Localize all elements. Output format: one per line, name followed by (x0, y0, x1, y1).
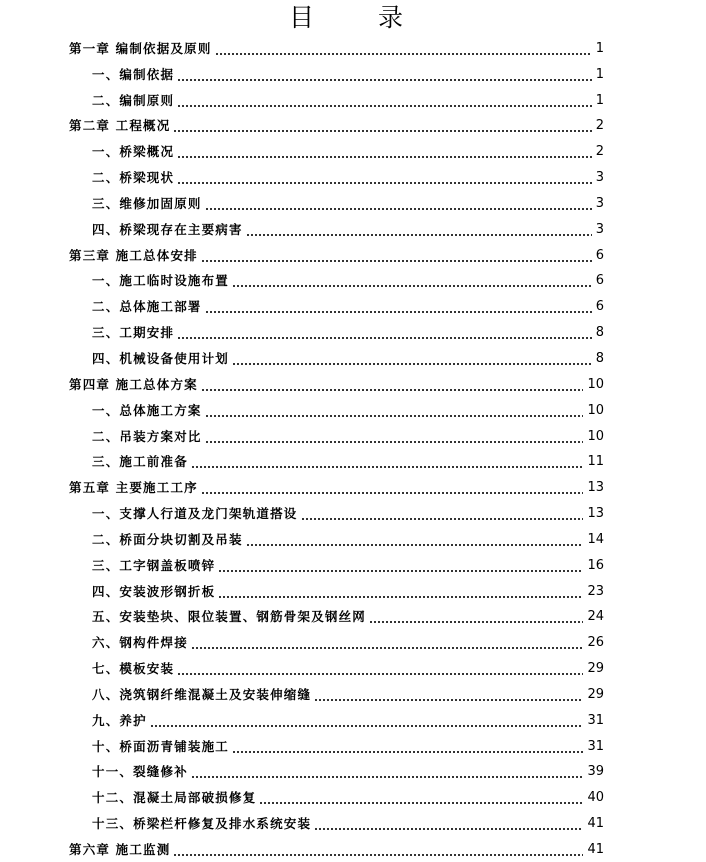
toc-page-number: 23 (587, 583, 604, 599)
toc-entry-label: 十二、混凝土局部破损修复 (92, 790, 257, 806)
toc-entry-label: 一、支撑人行道及龙门架轨道搭设 (92, 506, 298, 522)
toc-entry-label: 八、浇筑钢纤维混凝土及安装伸缩缝 (92, 686, 312, 702)
toc-chapter-entry[interactable] (0, 237, 706, 263)
dot-leader (218, 585, 583, 599)
toc-section-entry[interactable] (0, 263, 706, 289)
toc-section-entry[interactable] (0, 340, 706, 366)
toc-section-entry[interactable] (0, 418, 706, 444)
toc-entry-label: 九、养护 (92, 712, 147, 728)
toc-section-entry[interactable] (0, 521, 706, 547)
toc-page-number: 16 (587, 557, 604, 573)
toc-entry-label: 三、维修加固原则 (92, 195, 202, 211)
toc-section-entry[interactable] (0, 392, 706, 418)
dot-leader (177, 94, 592, 108)
toc-entry-label: 三、工期安排 (92, 325, 175, 341)
toc-chapter-entry[interactable] (0, 366, 706, 392)
dot-leader (232, 352, 592, 366)
toc-page-number: 10 (587, 428, 604, 444)
toc-entry-label: 六、钢构件焊接 (92, 635, 188, 651)
toc-entry-label: 七、模板安装 (92, 661, 175, 677)
toc-page-number: 6 (595, 299, 604, 315)
dot-leader (205, 404, 584, 418)
toc-page-number: 10 (587, 402, 604, 418)
toc-entry-label: 四、机械设备使用计划 (92, 350, 230, 366)
toc-page-number: 26 (587, 635, 604, 651)
toc-entry-label: 十一、裂缝修补 (92, 764, 188, 780)
toc-section-entry[interactable] (0, 495, 706, 521)
toc-page-number: 2 (595, 144, 604, 160)
toc-page-number: 13 (587, 480, 604, 496)
dot-leader (301, 507, 584, 521)
toc-entry-label: 十三、桥梁栏杆修复及排水系统安装 (92, 816, 312, 832)
toc-page-number: 29 (587, 661, 604, 677)
dot-leader (173, 119, 591, 133)
toc-section-entry[interactable] (0, 805, 706, 831)
toc-page-number: 31 (587, 712, 604, 728)
toc-entry-label: 一、编制依据 (92, 66, 175, 82)
toc-entry-label: 一、总体施工方案 (92, 402, 202, 418)
dot-leader (177, 68, 592, 82)
toc-section-entry[interactable] (0, 444, 706, 470)
toc-entry-label: 三、施工前准备 (92, 454, 188, 470)
dot-leader (191, 636, 584, 650)
toc-section-entry[interactable] (0, 573, 706, 599)
toc-section-entry[interactable] (0, 211, 706, 237)
dot-leader (177, 171, 592, 185)
toc-section-entry[interactable] (0, 754, 706, 780)
toc-chapter-entry[interactable] (0, 831, 706, 857)
toc-chapter-entry[interactable] (0, 30, 706, 56)
page-title: 目 录 (289, 3, 431, 32)
dot-leader (173, 843, 583, 857)
dot-leader (205, 430, 584, 444)
toc-entry-label: 三、工字钢盖板喷锌 (92, 557, 216, 573)
dot-leader (201, 249, 592, 263)
toc-section-entry[interactable] (0, 82, 706, 108)
dot-leader (177, 662, 583, 676)
toc-page-number: 39 (587, 764, 604, 780)
toc-entry-label: 第六章 施工监测 (69, 842, 171, 857)
toc-page-number: 40 (587, 790, 604, 806)
toc-entry-label: 四、安装波形钢折板 (92, 583, 216, 599)
toc-page-number: 29 (587, 686, 604, 702)
toc-page-number: 8 (595, 325, 604, 341)
toc-page-number: 14 (587, 531, 604, 547)
toc-entry-label: 二、桥梁现状 (92, 170, 175, 186)
dot-leader (205, 197, 592, 211)
dot-leader (246, 533, 584, 547)
toc-page-number: 3 (595, 170, 604, 186)
dot-leader (232, 274, 592, 288)
toc-section-entry[interactable] (0, 314, 706, 340)
toc-section-entry[interactable] (0, 133, 706, 159)
toc-entry-label: 二、吊装方案对比 (92, 428, 202, 444)
toc-entry-label: 一、桥梁概况 (92, 144, 175, 160)
dot-leader (177, 145, 592, 159)
toc-chapter-entry[interactable] (0, 108, 706, 134)
toc-section-entry[interactable] (0, 728, 706, 754)
toc-page-number: 6 (595, 247, 604, 263)
dot-leader (314, 688, 583, 702)
dot-leader (191, 765, 584, 779)
toc-section-entry[interactable] (0, 56, 706, 82)
toc-page-number: 31 (587, 738, 604, 754)
toc-section-entry[interactable] (0, 599, 706, 625)
toc-entry-label: 二、编制原则 (92, 92, 175, 108)
dot-leader (201, 378, 584, 392)
dot-leader (215, 42, 592, 56)
toc-entry-label: 五、安装垫块、限位装置、钢筋骨架及钢丝网 (92, 609, 367, 625)
toc-page-number: 1 (595, 66, 604, 82)
toc-entry-label: 四、桥梁现存在主要病害 (92, 221, 243, 237)
toc-entry-label: 十、桥面沥青铺装施工 (92, 738, 230, 754)
dot-leader (232, 740, 583, 754)
toc-entry-label: 二、桥面分块切割及吊装 (92, 531, 243, 547)
toc-section-entry[interactable] (0, 676, 706, 702)
dot-leader (369, 610, 583, 624)
toc-section-entry[interactable] (0, 779, 706, 805)
toc-section-entry[interactable] (0, 547, 706, 573)
toc-section-entry[interactable] (0, 702, 706, 728)
toc-page-number: 41 (587, 842, 604, 857)
toc-page-number: 13 (587, 506, 604, 522)
dot-leader (201, 481, 584, 495)
toc-entry-label: 一、施工临时设施布置 (92, 273, 230, 289)
dot-leader (218, 559, 583, 573)
dot-leader (177, 326, 592, 340)
toc-entry-label: 第四章 施工总体方案 (69, 376, 198, 392)
toc-section-entry[interactable] (0, 159, 706, 185)
toc-entry-label: 二、总体施工部署 (92, 299, 202, 315)
dot-leader (205, 300, 592, 314)
toc-section-entry[interactable] (0, 624, 706, 650)
toc-page-number: 11 (587, 454, 604, 470)
toc-entry-label: 第三章 施工总体安排 (69, 247, 198, 263)
toc-entry-label: 第五章 主要施工工序 (69, 480, 198, 496)
toc-page-number: 1 (595, 92, 604, 108)
toc-page-number: 41 (587, 816, 604, 832)
toc-section-entry[interactable] (0, 185, 706, 211)
toc-section-entry[interactable] (0, 288, 706, 314)
toc-page-number: 24 (587, 609, 604, 625)
toc-chapter-entry[interactable] (0, 469, 706, 495)
dot-leader (191, 455, 584, 469)
toc-page-number: 8 (595, 350, 604, 366)
toc-page-number: 10 (587, 376, 604, 392)
toc-entry-label: 第二章 工程概况 (69, 118, 171, 134)
toc-page-number: 6 (595, 273, 604, 289)
dot-leader (150, 714, 584, 728)
table-of-contents (0, 30, 706, 857)
toc-page-number: 2 (595, 118, 604, 134)
dot-leader (246, 223, 592, 237)
toc-page-number: 3 (595, 195, 604, 211)
toc-section-entry[interactable] (0, 650, 706, 676)
toc-page-number: 1 (595, 40, 604, 56)
dot-leader (314, 817, 583, 831)
toc-page-number: 3 (595, 221, 604, 237)
toc-entry-label: 第一章 编制依据及原则 (69, 40, 212, 56)
dot-leader (259, 791, 583, 805)
